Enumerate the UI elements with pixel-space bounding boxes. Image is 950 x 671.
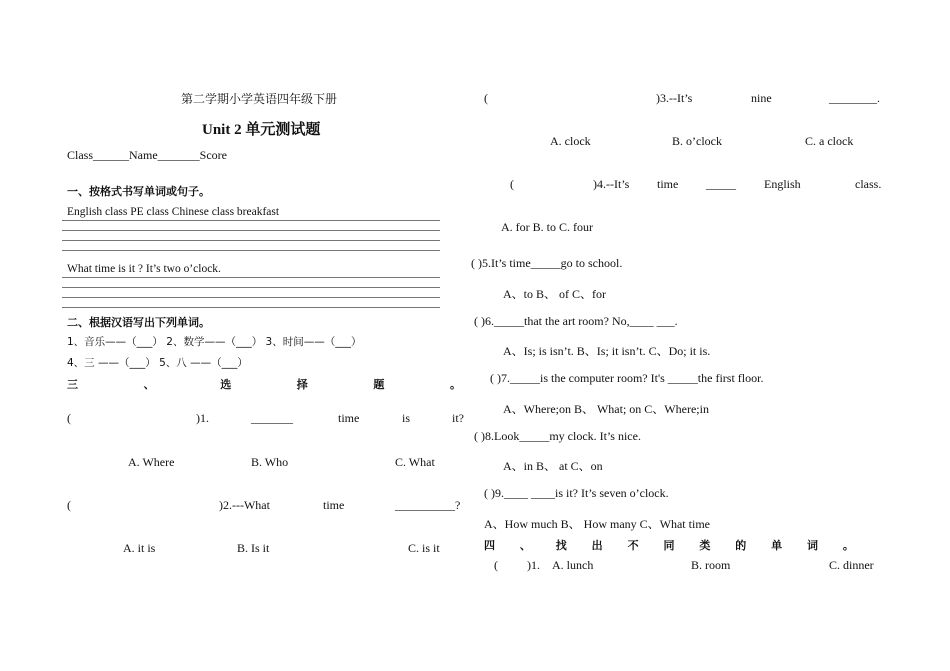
q1-word: is <box>402 411 411 425</box>
student-info-line: Class______Name_______Score <box>67 148 227 162</box>
writing-line <box>62 287 440 288</box>
copy-line-2: What time is it ? It’s two o’clock. <box>67 263 221 275</box>
q2-option-c: C. is it <box>408 541 440 555</box>
q4-paren: ( <box>510 177 514 191</box>
q8-options: A、in B、 at C、on <box>503 459 603 473</box>
q4-word: English <box>764 177 801 191</box>
q1-option-a: A. Where <box>128 455 175 469</box>
section2-heading: 二、根据汉语写出下列单词。 <box>67 316 210 329</box>
q8-question: ( )8.Look_____my clock. It’s nice. <box>474 429 641 443</box>
writing-line <box>62 277 440 278</box>
q2-paren: ( <box>67 498 71 512</box>
q6-options: A、Is; is isn’t. B、Is; it isn’t. C、Do; it is. <box>503 344 711 358</box>
writing-line <box>62 230 440 231</box>
s4-q1-option-b: B. room <box>691 558 731 572</box>
page-title: 第二学期小学英语四年级下册 <box>181 92 338 106</box>
q1-blank: _______ <box>251 411 293 425</box>
translation-row-1: 1、音乐——（___） 2、数学——（___） 3、时间——（___） <box>67 336 362 348</box>
writing-line <box>62 250 440 251</box>
q3-option-a: A. clock <box>550 134 591 148</box>
s4-q1-option-a: A. lunch <box>552 558 594 572</box>
page-subtitle: Unit 2 单元测试题 <box>202 122 321 138</box>
q3-number: )3.--It’s <box>656 91 693 105</box>
q4-number: )4.--It’s <box>593 177 630 191</box>
q4-word: time <box>657 177 679 191</box>
q7-question: ( )7._____is the computer room? It's _____the first floor. <box>490 371 764 385</box>
writing-line <box>62 297 440 298</box>
q1-option-b: B. Who <box>251 455 289 469</box>
q4-word: class. <box>855 177 882 191</box>
q4-options: A. for B. to C. four <box>501 220 593 234</box>
q7-options: A、Where;on B、 What; on C、Where;in <box>503 402 709 416</box>
q2-option-b: B. Is it <box>237 541 270 555</box>
section4-heading: 四 、 找 出 不 同 类 的 单 词 。 <box>484 539 854 552</box>
s4-q1-number: )1. <box>527 558 540 572</box>
q3-option-c: C. a clock <box>805 134 854 148</box>
q1-number: )1. <box>196 411 209 425</box>
q5-question: ( )5.It’s time_____go to school. <box>471 256 623 270</box>
translation-row-2: 4、三 ——（___） 5、八 ——（___） <box>67 357 248 369</box>
s4-q1-option-c: C. dinner <box>829 558 874 572</box>
writing-line <box>62 240 440 241</box>
writing-line <box>62 220 440 221</box>
q3-paren: ( <box>484 91 488 105</box>
q4-blank: _____ <box>706 177 736 191</box>
q9-question: ( )9.____ ____is it? It’s seven o’clock. <box>484 486 669 500</box>
s4-q1-paren: ( <box>494 558 498 572</box>
section1-heading: 一、按格式书写单词或句子。 <box>67 185 210 198</box>
q3-word: nine <box>751 91 772 105</box>
q3-option-b: B. o’clock <box>672 134 722 148</box>
q2-option-a: A. it is <box>123 541 156 555</box>
q9-options: A、How much B、 How many C、What time <box>484 517 710 531</box>
q1-option-c: C. What <box>395 455 435 469</box>
writing-line <box>62 307 440 308</box>
copy-line-1: English class PE class Chinese class breakfast <box>67 206 280 218</box>
q1-word: time <box>338 411 360 425</box>
q3-blank: ________. <box>829 91 880 105</box>
q1-word: it? <box>452 411 464 425</box>
q1-paren: ( <box>67 411 71 425</box>
q5-options: A、to B、 of C、for <box>503 287 606 301</box>
q6-question: ( )6._____that the art room? No,____ ___. <box>474 314 678 328</box>
section3-heading: 三 、 选 择 题 。 <box>67 378 461 391</box>
q2-word: time <box>323 498 345 512</box>
q2-number: )2.---What <box>219 498 270 512</box>
q2-blank: __________? <box>395 498 461 512</box>
